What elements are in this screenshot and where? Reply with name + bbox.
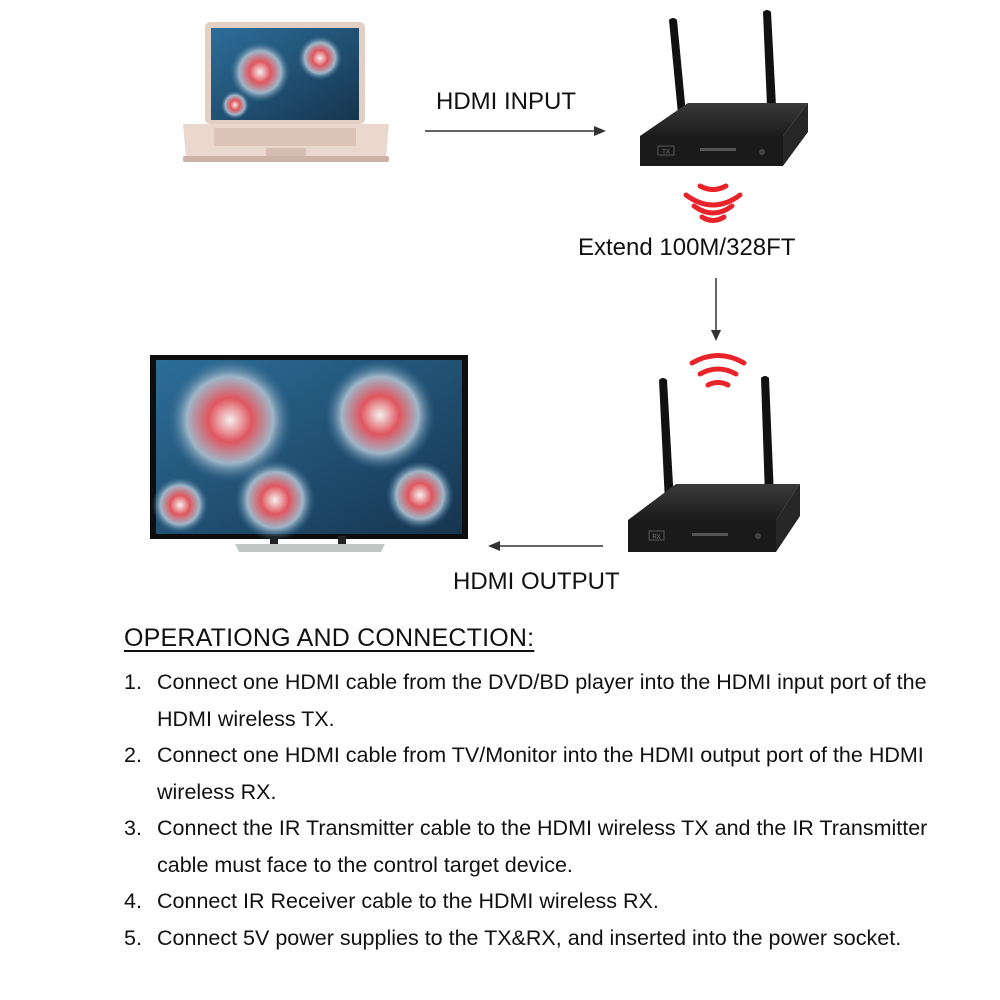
tx-badge: TX [662, 149, 670, 156]
step-number: 5. [124, 925, 142, 950]
step-text: Connect the IR Transmitter cable to the HDMI wireless TX and the IR Transmitter cable must face to the control target device. [157, 816, 928, 877]
step-number: 1. [124, 670, 142, 694]
step-text: Connect 5V power supplies to the TX&RX, and inserted into the power socket. [157, 925, 902, 950]
extend-arrow [711, 278, 721, 341]
hdmi-input-label: HDMI INPUT [436, 88, 576, 115]
step-number: 2. [124, 743, 142, 767]
list-item [124, 883, 984, 920]
step-number: 3. [124, 816, 142, 840]
tv-image [150, 355, 468, 552]
wireless-signal-icon [686, 186, 740, 221]
step-text: Connect one HDMI cable from TV/Monitor into the HDMI output port of the HDMI wireless RX. [157, 743, 924, 804]
hdmi-output-label: HDMI OUTPUT [453, 568, 620, 595]
step-text: Connect IR Receiver cable to the HDMI wireless RX. [157, 889, 659, 913]
output-arrow [488, 541, 603, 551]
list-item [124, 664, 984, 737]
list-item [124, 737, 984, 810]
laptop-image [183, 22, 389, 162]
section-title: OPERATIONG AND CONNECTION: [124, 624, 535, 652]
step-text: Connect one HDMI cable from the DVD/BD player into the HDMI input port of the HDMI wireless TX. [157, 670, 927, 731]
tx-device [640, 10, 808, 166]
list-item [124, 920, 984, 957]
rx-device [628, 376, 800, 552]
rx-badge: RX [652, 534, 661, 541]
input-arrow [425, 126, 606, 136]
list-item [124, 810, 984, 883]
step-number: 4. [124, 889, 142, 913]
wireless-signal-icon [692, 356, 744, 386]
extend-distance-label: Extend 100M/328FT [578, 234, 796, 261]
steps-list [124, 664, 984, 956]
